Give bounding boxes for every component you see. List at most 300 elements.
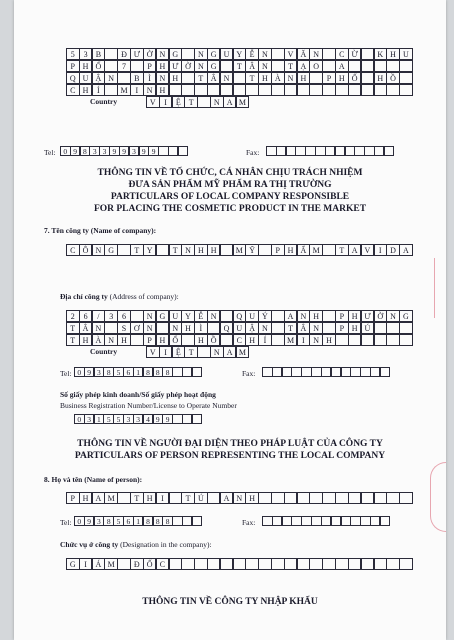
char-cell: T: [233, 60, 247, 72]
char-cell: 8: [153, 516, 164, 526]
char-cell: 5: [113, 516, 124, 526]
char-cell: C: [66, 244, 80, 256]
fax-field: [266, 146, 394, 156]
char-cell: 5: [103, 414, 114, 424]
char-cell: N: [156, 48, 170, 60]
char-cell: M: [117, 84, 131, 96]
section-title-vi: THÔNG TIN VỀ TỔ CHỨC, CÁ NHÂN CHỊU TRÁCH NHIỆM: [97, 168, 363, 178]
char-cell: [361, 60, 375, 72]
char-cell: Ỹ: [245, 244, 259, 256]
char-cell: 8: [162, 367, 173, 377]
char-cell: [271, 48, 285, 60]
char-cell: Y: [233, 48, 247, 60]
char-cell: Đ: [117, 48, 131, 60]
char-cell: [181, 334, 195, 346]
char-cell: H: [207, 244, 221, 256]
char-cell: [271, 558, 285, 570]
char-cell: P: [271, 244, 285, 256]
char-cell: Ờ: [143, 48, 157, 60]
char-cell: [322, 244, 336, 256]
char-cell: [271, 310, 285, 322]
tel-field: [74, 367, 202, 377]
char-cell: [197, 96, 211, 108]
char-cell: [361, 48, 375, 60]
char-cell: H: [335, 72, 349, 84]
char-cell: [207, 84, 221, 96]
char-cell: [322, 492, 336, 504]
char-cell: P: [143, 334, 157, 346]
char-cell: N: [104, 334, 118, 346]
char-cell: P: [66, 492, 80, 504]
char-cell: [220, 60, 234, 72]
char-cell: [322, 322, 336, 334]
char-cell: Ậ: [92, 72, 106, 84]
char-cell: Ờ: [374, 310, 388, 322]
char-cell: 2: [66, 310, 80, 322]
char-cell: 8: [153, 367, 164, 377]
char-cell: A: [220, 492, 234, 504]
char-cell: 0: [60, 146, 71, 156]
char-cell: N: [104, 72, 118, 84]
char-cell: A: [92, 492, 106, 504]
char-cell: H: [117, 334, 131, 346]
char-cell: 5: [113, 367, 124, 377]
char-cell: Ú: [194, 492, 208, 504]
char-cell: A: [284, 310, 298, 322]
char-cell: H: [194, 244, 208, 256]
char-cell: H: [245, 492, 259, 504]
char-cell: K: [374, 48, 388, 60]
char-cell: 8: [143, 516, 154, 526]
char-cell: Â: [297, 322, 311, 334]
char-cell: B: [130, 72, 144, 84]
char-cell: N: [143, 84, 157, 96]
char-cell: Â: [79, 322, 93, 334]
char-cell: M: [236, 96, 250, 108]
char-cell: 9: [139, 146, 150, 156]
char-cell: [348, 84, 362, 96]
char-cell: S: [117, 322, 131, 334]
char-cell: 6: [123, 367, 134, 377]
char-cell: [181, 84, 195, 96]
char-cell: U: [399, 48, 413, 60]
char-cell: [258, 558, 272, 570]
char-cell: T: [184, 96, 198, 108]
char-cell: H: [79, 84, 93, 96]
char-cell: T: [66, 334, 80, 346]
char-cell: 3: [104, 310, 118, 322]
char-cell: 4: [143, 414, 154, 424]
char-cell: G: [207, 60, 221, 72]
section-importer-title: THÔNG TIN VỀ CÔNG TY NHẬP KHẨU: [142, 597, 318, 607]
char-cell: G: [399, 310, 413, 322]
char-cell: C: [66, 84, 80, 96]
char-cell: Ậ: [245, 322, 259, 334]
char-cell: 3: [94, 367, 105, 377]
char-cell: 6: [117, 310, 131, 322]
char-cell: Ố: [169, 334, 183, 346]
char-cell: Í: [258, 334, 272, 346]
char-cell: [361, 72, 375, 84]
char-cell: 9: [70, 146, 81, 156]
char-cell: [220, 558, 234, 570]
char-cell: [284, 84, 298, 96]
char-cell: N: [258, 60, 272, 72]
char-cell: Ễ: [194, 310, 208, 322]
section-rep-title-en: PARTICULARS OF PERSON REPRESENTING THE LOCAL COMPANY: [74, 451, 386, 461]
char-cell: 1: [133, 367, 144, 377]
char-cell: H: [309, 310, 323, 322]
char-cell: [348, 334, 362, 346]
char-cell: [399, 334, 413, 346]
char-cell: H: [386, 48, 400, 60]
char-cell: N: [309, 48, 323, 60]
char-cell: 3: [79, 48, 93, 60]
char-cell: 1: [133, 516, 144, 526]
char-cell: P: [143, 60, 157, 72]
char-cell: 8: [103, 516, 114, 526]
char-cell: [348, 558, 362, 570]
char-cell: T: [169, 244, 183, 256]
fax-label: Fax:: [242, 518, 256, 527]
char-cell: Ừ: [348, 48, 362, 60]
char-cell: 3: [89, 146, 100, 156]
char-cell: Ư: [169, 60, 183, 72]
char-cell: [399, 84, 413, 96]
char-cell: [271, 322, 285, 334]
section-rep-title-vi: THÔNG TIN VỀ NGƯỜI ĐẠI DIỆN THEO PHÁP LUẬT CỦA CÔNG TY: [77, 439, 383, 449]
char-cell: [399, 322, 413, 334]
char-cell: T: [284, 60, 298, 72]
stamp-fragment-icon: [430, 462, 446, 532]
char-cell: U: [233, 322, 247, 334]
char-cell: P: [322, 72, 336, 84]
char-cell: T: [66, 322, 80, 334]
char-cell: [374, 558, 388, 570]
char-cell: N: [258, 322, 272, 334]
tel-field: [60, 146, 188, 156]
char-cell: T: [184, 346, 198, 358]
char-cell: [399, 60, 413, 72]
char-cell: [335, 558, 349, 570]
char-cell: A: [348, 244, 362, 256]
char-cell: [233, 72, 247, 84]
char-cell: 8: [162, 516, 173, 526]
char-cell: G: [156, 310, 170, 322]
char-cell: [322, 310, 336, 322]
address-row: [66, 84, 412, 96]
char-cell: À: [271, 72, 285, 84]
char-cell: N: [143, 322, 157, 334]
char-cell: [258, 244, 272, 256]
char-cell: [220, 310, 234, 322]
char-cell: [117, 558, 131, 570]
char-cell: [130, 334, 144, 346]
char-cell: Ý: [258, 310, 272, 322]
char-cell: N: [258, 48, 272, 60]
tel-label: Tel:: [60, 369, 72, 378]
char-cell: [322, 558, 336, 570]
char-cell: N: [386, 310, 400, 322]
company-address-label: Địa chỉ công ty (Address of company):: [60, 292, 179, 301]
char-cell: O: [309, 60, 323, 72]
char-cell: [181, 558, 195, 570]
char-cell: 9: [162, 414, 173, 424]
tel-field: [74, 516, 202, 526]
char-cell: I: [79, 558, 93, 570]
license-field: [74, 414, 202, 424]
char-cell: [399, 558, 413, 570]
char-cell: 0: [74, 367, 85, 377]
fax-field: [262, 367, 390, 377]
country-value: [146, 346, 249, 358]
address-row: [66, 60, 412, 72]
char-cell: C: [233, 334, 247, 346]
char-cell: N: [143, 310, 157, 322]
char-cell: [220, 84, 234, 96]
char-cell: [271, 84, 285, 96]
person-name-field: [66, 492, 412, 504]
char-cell: [361, 84, 375, 96]
position-field: [66, 558, 412, 570]
char-cell: Ư: [361, 310, 375, 322]
char-cell: [258, 492, 272, 504]
char-cell: N: [210, 96, 224, 108]
char-cell: N: [92, 244, 106, 256]
char-cell: V: [284, 48, 298, 60]
char-cell: C: [335, 48, 349, 60]
char-cell: T: [194, 72, 208, 84]
char-cell: T: [335, 244, 349, 256]
char-cell: Â: [245, 60, 259, 72]
char-cell: [104, 60, 118, 72]
char-cell: 5: [113, 414, 124, 424]
char-cell: Ồ: [207, 334, 221, 346]
char-cell: D: [386, 244, 400, 256]
char-cell: H: [79, 60, 93, 72]
char-cell: [220, 244, 234, 256]
char-cell: T: [181, 492, 195, 504]
char-cell: [386, 334, 400, 346]
char-cell: H: [245, 334, 259, 346]
char-cell: M: [104, 558, 118, 570]
char-cell: T: [245, 72, 259, 84]
char-cell: [156, 322, 170, 334]
char-cell: [284, 558, 298, 570]
char-cell: [130, 60, 144, 72]
char-cell: [271, 492, 285, 504]
char-cell: T: [130, 244, 144, 256]
char-cell: N: [220, 72, 234, 84]
char-cell: [104, 322, 118, 334]
char-cell: [169, 84, 183, 96]
char-cell: 0: [74, 516, 85, 526]
char-cell: H: [348, 310, 362, 322]
company-name-field: [66, 244, 412, 256]
char-cell: G: [66, 558, 80, 570]
char-cell: H: [156, 60, 170, 72]
char-cell: Ệ: [172, 96, 186, 108]
char-cell: Ô: [79, 244, 93, 256]
char-cell: [117, 492, 131, 504]
char-cell: Ố: [143, 558, 157, 570]
char-cell: /: [92, 310, 106, 322]
char-cell: [258, 84, 272, 96]
char-cell: [335, 334, 349, 346]
char-cell: [322, 84, 336, 96]
char-cell: N: [194, 48, 208, 60]
char-cell: [130, 310, 144, 322]
char-cell: [348, 492, 362, 504]
char-cell: I: [159, 96, 173, 108]
char-cell: 3: [123, 414, 134, 424]
char-cell: [386, 558, 400, 570]
char-cell: H: [194, 334, 208, 346]
char-cell: Ẩ: [297, 244, 311, 256]
char-cell: 9: [148, 146, 159, 156]
fax-label: Fax:: [246, 148, 260, 157]
char-cell: Ờ: [181, 60, 195, 72]
char-cell: Ơ: [130, 322, 144, 334]
char-cell: A: [223, 346, 237, 358]
char-cell: M: [284, 334, 298, 346]
char-cell: I: [374, 244, 388, 256]
char-cell: [207, 558, 221, 570]
char-cell: M: [236, 346, 250, 358]
char-cell: Y: [181, 310, 195, 322]
char-cell: [197, 346, 211, 358]
char-cell: 8: [103, 367, 114, 377]
char-cell: H: [79, 492, 93, 504]
country-value: [146, 96, 249, 108]
char-cell: G: [169, 48, 183, 60]
form-page: [14, 0, 446, 640]
char-cell: 3: [94, 516, 105, 526]
char-cell: V: [361, 244, 375, 256]
char-cell: H: [156, 334, 170, 346]
address-row: [66, 334, 412, 346]
char-cell: [297, 558, 311, 570]
char-cell: [322, 48, 336, 60]
char-cell: [207, 322, 221, 334]
char-cell: [245, 558, 259, 570]
char-cell: [309, 84, 323, 96]
char-cell: 8: [80, 146, 91, 156]
address-row: [66, 322, 412, 334]
char-cell: P: [66, 60, 80, 72]
license-label-en: Business Registration Number/License to Operate Number: [60, 401, 237, 410]
char-cell: 9: [84, 367, 95, 377]
char-cell: Ồ: [386, 72, 400, 84]
tel-label: Tel:: [44, 148, 56, 157]
char-cell: Q: [220, 322, 234, 334]
char-cell: Ạ: [297, 60, 311, 72]
char-cell: Đ: [130, 558, 144, 570]
char-cell: [156, 244, 170, 256]
char-cell: [192, 414, 203, 424]
char-cell: Q: [66, 72, 80, 84]
char-cell: [104, 48, 118, 60]
char-cell: [380, 516, 391, 526]
section-title-en: FOR PLACING THE COSMETIC PRODUCT IN THE MARKET: [93, 204, 367, 214]
char-cell: Á: [92, 558, 106, 570]
char-cell: Í: [92, 84, 106, 96]
char-cell: 6: [123, 516, 134, 526]
char-cell: U: [169, 310, 183, 322]
char-cell: N: [207, 310, 221, 322]
char-cell: [297, 492, 311, 504]
company-name-label: 7. Tên công ty (Name of company):: [44, 226, 157, 235]
char-cell: [181, 72, 195, 84]
char-cell: [309, 72, 323, 84]
char-cell: H: [284, 244, 298, 256]
char-cell: [309, 558, 323, 570]
char-cell: [284, 492, 298, 504]
char-cell: Ố: [348, 72, 362, 84]
char-cell: [374, 492, 388, 504]
char-cell: N: [309, 334, 323, 346]
char-cell: [194, 558, 208, 570]
char-cell: [361, 558, 375, 570]
char-cell: M: [104, 492, 118, 504]
fax-label: Fax:: [242, 369, 256, 378]
char-cell: 9: [84, 516, 95, 526]
char-cell: [297, 84, 311, 96]
char-cell: [271, 334, 285, 346]
char-cell: U: [220, 48, 234, 60]
char-cell: N: [284, 72, 298, 84]
tel-label: Tel:: [60, 518, 72, 527]
char-cell: [361, 492, 375, 504]
char-cell: M: [309, 244, 323, 256]
char-cell: P: [335, 310, 349, 322]
address-row: [66, 72, 412, 84]
char-cell: G: [207, 48, 221, 60]
char-cell: U: [245, 310, 259, 322]
char-cell: Â: [207, 72, 221, 84]
char-cell: T: [284, 322, 298, 334]
char-cell: H: [297, 72, 311, 84]
section-title-vi: ĐƯA SẢN PHẨM MỸ PHẨM RA THỊ TRƯỜNG: [128, 180, 332, 190]
char-cell: [169, 492, 183, 504]
char-cell: V: [146, 96, 160, 108]
char-cell: Y: [143, 244, 157, 256]
char-cell: H: [258, 72, 272, 84]
char-cell: N: [233, 492, 247, 504]
char-cell: A: [223, 96, 237, 108]
country-label: Country: [90, 97, 118, 106]
char-cell: H: [156, 84, 170, 96]
char-cell: A: [399, 244, 413, 256]
address-row: [66, 310, 412, 322]
position-label: Chức vụ ở công ty (Designation in the company):: [60, 540, 212, 549]
char-cell: [335, 492, 349, 504]
stamp-fragment-icon: [434, 258, 446, 318]
char-cell: [178, 146, 189, 156]
char-cell: [104, 84, 118, 96]
char-cell: N: [309, 322, 323, 334]
char-cell: [220, 334, 234, 346]
char-cell: 3: [129, 146, 140, 156]
char-cell: 9: [119, 146, 130, 156]
char-cell: [384, 146, 395, 156]
char-cell: 1: [94, 414, 105, 424]
char-cell: Ì: [194, 322, 208, 334]
char-cell: [207, 492, 221, 504]
char-cell: [233, 558, 247, 570]
char-cell: [309, 492, 323, 504]
char-cell: [192, 367, 203, 377]
